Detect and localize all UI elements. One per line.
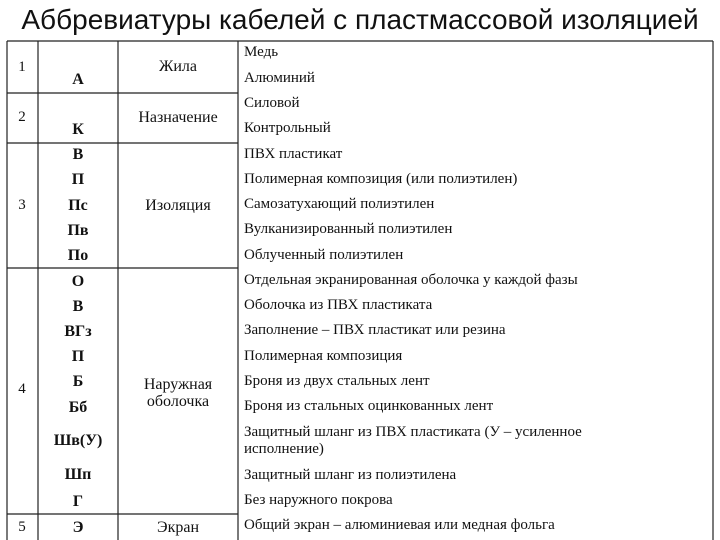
page-title: Аббревиатуры кабелей с пластмассовой изоляцией [21, 4, 699, 35]
desc-row-9: Облученный полиэтилен [244, 247, 404, 263]
abbr-row-18: Г [72, 493, 84, 510]
desc-row-3: Силовой [244, 95, 300, 111]
desc-row-12: Заполнение – ПВХ пластикат или резина [244, 322, 506, 338]
group-category-4: Наружная оболочка [143, 376, 213, 410]
desc-row-10: Отдельная экранированная оболочка у каждой фазы [244, 272, 578, 288]
abbr-row-8: Пв [67, 222, 89, 239]
group-number-3: 3 [18, 197, 26, 213]
group-category-2: Назначение [138, 109, 218, 126]
abbr-row-7: Пс [68, 197, 88, 214]
group-number-1: 1 [18, 59, 26, 75]
desc-row-2: Алюминий [244, 70, 315, 86]
abbr-row-4: К [72, 121, 84, 138]
desc-row-6: Полимерная композиция (или полиэтилен) [244, 171, 518, 187]
desc-row-11: Оболочка из ПВХ пластиката [244, 297, 433, 313]
abbr-row-13: П [71, 348, 85, 365]
abbr-row-19: Э [72, 519, 84, 536]
group-category-1: Жила [159, 58, 197, 75]
group-number-2: 2 [18, 109, 26, 125]
group-category-3: Изоляция [145, 197, 211, 214]
group-number-5: 5 [18, 519, 26, 535]
abbr-row-5: В [72, 146, 84, 163]
desc-row-13: Полимерная композиция [244, 348, 403, 364]
abbr-row-11: В [72, 298, 84, 315]
desc-row-14: Броня из двух стальных лент [244, 373, 430, 389]
desc-row-7: Самозатухающий полиэтилен [244, 196, 435, 212]
abbr-row-16: Шв(У) [53, 432, 103, 449]
group-category-5: Экран [157, 519, 199, 536]
desc-row-5: ПВХ пластикат [244, 146, 343, 162]
desc-row-17: Защитный шланг из полиэтилена [244, 467, 457, 483]
group-number-4: 4 [18, 381, 26, 397]
desc-row-8: Вулканизированный полиэтилен [244, 221, 453, 237]
abbr-row-9: По [67, 247, 89, 264]
abbr-row-14: Б [72, 373, 84, 390]
desc-row-16: Защитный шланг из ПВХ пластиката (У – усиленное исполнение) [244, 424, 582, 458]
desc-row-1: Медь [244, 44, 279, 60]
abbr-row-10: О [71, 273, 85, 290]
abbr-row-17: Шп [64, 466, 92, 483]
desc-row-15: Броня из стальных оцинкованных лент [244, 398, 494, 414]
abbr-row-12: ВГз [64, 323, 92, 340]
desc-row-18: Без наружного покрова [244, 492, 393, 508]
abbr-row-2: А [72, 71, 84, 88]
desc-row-4: Контрольный [244, 120, 331, 136]
desc-row-19: Общий экран – алюминиевая или медная фольга [244, 517, 555, 533]
abbr-row-15: Бб [68, 399, 88, 416]
abbr-row-6: П [71, 171, 85, 188]
